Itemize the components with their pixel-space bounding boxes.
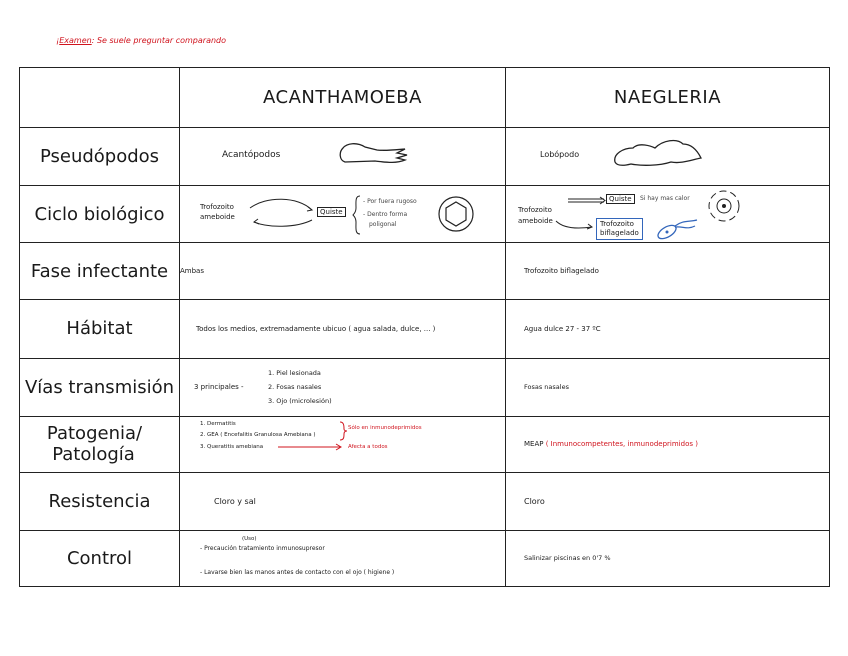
quiste-note-1: - Por fuera rugoso — [363, 198, 417, 206]
naegleria-quiste-box: Quiste — [606, 194, 635, 204]
patogenia-item-3: 3. Queratitis amebiana — [200, 443, 264, 450]
red-brace-icon — [338, 420, 348, 442]
bracket-note: Sólo en inmunodeprimidos — [348, 424, 422, 431]
biflagelado-line-1: Trofozoito — [600, 220, 634, 229]
acantopodos-text: Acantópodos — [222, 150, 281, 161]
cell-patogenia-acanthamoeba — [180, 416, 506, 472]
row-label-habitat: Hábitat — [20, 300, 180, 358]
vias-item-3: 3. Ojo (microlesión) — [268, 396, 332, 405]
cell-habitat-acanthamoeba: Todos los medios, extremadamente ubicuo ( agua salada, dulce, ... ) — [180, 300, 506, 358]
meap-text: MEAP — [524, 440, 544, 449]
control-item-1: - Precaución tratamiento inmunosupresor — [200, 544, 325, 552]
arrow-note: Afecta a todos — [348, 443, 388, 450]
row-control — [20, 530, 830, 586]
row-label-control: Control — [20, 530, 180, 586]
cell-pseudopodos-acanthamoeba — [180, 128, 506, 186]
exam-note-marker: ¡ — [56, 36, 60, 45]
row-label-patogenia-line2: Patología — [52, 444, 135, 466]
lobopodo-drawing-icon — [611, 136, 706, 170]
biflagellate-drawing-icon — [651, 218, 701, 242]
row-label-ciclo: Ciclo biológico — [20, 186, 180, 243]
row-ciclo-biologico — [20, 186, 830, 243]
cycle-arrows-icon — [248, 198, 318, 228]
biflagelado-line-2: biflagelado — [600, 229, 639, 238]
control-tag: (Uso) — [242, 535, 257, 542]
cell-ciclo-naegleria — [506, 186, 830, 243]
vias-item-1: 1. Piel lesionada — [268, 368, 321, 377]
row-label-resistencia: Resistencia — [20, 472, 180, 530]
cell-control-acanthamoeba — [180, 530, 506, 586]
cell-pseudopodos-naegleria — [506, 128, 830, 186]
row-resistencia — [20, 472, 830, 530]
empty-corner-cell — [20, 68, 180, 128]
naegleria-trofozoito-text: Trofozoito — [518, 206, 552, 215]
quiste-note-3: poligonal — [369, 221, 397, 229]
row-label-pseudopodos: Pseudópodos — [20, 128, 180, 186]
quiste-box: Quiste — [317, 207, 346, 217]
patogenia-item-1: 1. Dermatitis — [200, 420, 236, 427]
cell-resistencia-naegleria: Cloro — [506, 472, 830, 530]
trofozoito-text: Trofozoito — [200, 203, 234, 212]
cell-ciclo-acanthamoeba — [180, 186, 506, 243]
cell-control-naegleria: Salinizar piscinas en 0'7 % — [506, 530, 830, 586]
cell-habitat-naegleria: Agua dulce 27 - 37 ºC — [506, 300, 830, 358]
cell-fase-acanthamoeba: Ambas — [180, 243, 506, 300]
exam-note-label: Examen — [59, 36, 92, 45]
vias-item-2: 2. Fosas nasales — [268, 382, 322, 391]
row-vias-transmision — [20, 358, 830, 416]
double-arrow-icon — [566, 196, 606, 206]
row-label-fase: Fase infectante — [20, 243, 180, 300]
row-label-vias: Vías transmisión — [20, 358, 180, 416]
column-header-naegleria: NAEGLERIA — [506, 68, 830, 128]
exam-note — [56, 36, 226, 45]
patogenia-item-2: 2. GEA ( Encefalitis Granulosa Amebiana ) — [200, 431, 316, 438]
polygonal-cyst-drawing-icon — [436, 194, 476, 234]
cell-patogenia-naegleria — [506, 416, 830, 472]
row-pseudopodos — [20, 128, 830, 186]
vias-intro-text: 3 principales - — [194, 382, 244, 391]
row-patogenia — [20, 416, 830, 472]
row-label-patogenia — [20, 416, 180, 472]
cell-vias-naegleria: Fosas nasales — [506, 358, 830, 416]
header-row — [20, 68, 830, 128]
red-arrow-icon — [276, 443, 344, 451]
column-header-acanthamoeba: ACANTHAMOEBA — [180, 68, 506, 128]
curly-brace-icon — [352, 194, 362, 236]
lobopodo-text: Lobópodo — [540, 150, 580, 160]
meap-note: ( Inmunocompetentes, inmunodeprimidos ) — [545, 440, 698, 449]
ameboide-text: ameboide — [200, 213, 235, 222]
cell-resistencia-acanthamoeba: Cloro y sal — [180, 472, 506, 530]
curved-arrow-icon — [554, 219, 594, 231]
naegleria-cyst-drawing-icon — [706, 188, 742, 224]
naegleria-quiste-note: Si hay mas calor — [640, 195, 690, 203]
row-label-patogenia-line1: Patogenia/ — [46, 423, 143, 445]
comparison-table — [19, 67, 830, 587]
control-item-2: - Lavarse bien las manos antes de contacto con el ojo ( higiene ) — [200, 568, 395, 576]
quiste-note-2: - Dentro forma — [363, 211, 408, 219]
acantopodo-drawing-icon — [335, 140, 415, 170]
trofozoito-biflagelado-box — [596, 218, 643, 240]
cell-vias-acanthamoeba — [180, 358, 506, 416]
row-habitat — [20, 300, 830, 358]
row-fase-infectante — [20, 243, 830, 300]
naegleria-ameboide-text: ameboide — [518, 217, 553, 226]
exam-note-text: : Se suele preguntar comparando — [91, 36, 227, 45]
cell-fase-naegleria: Trofozoito biflagelado — [506, 243, 830, 300]
